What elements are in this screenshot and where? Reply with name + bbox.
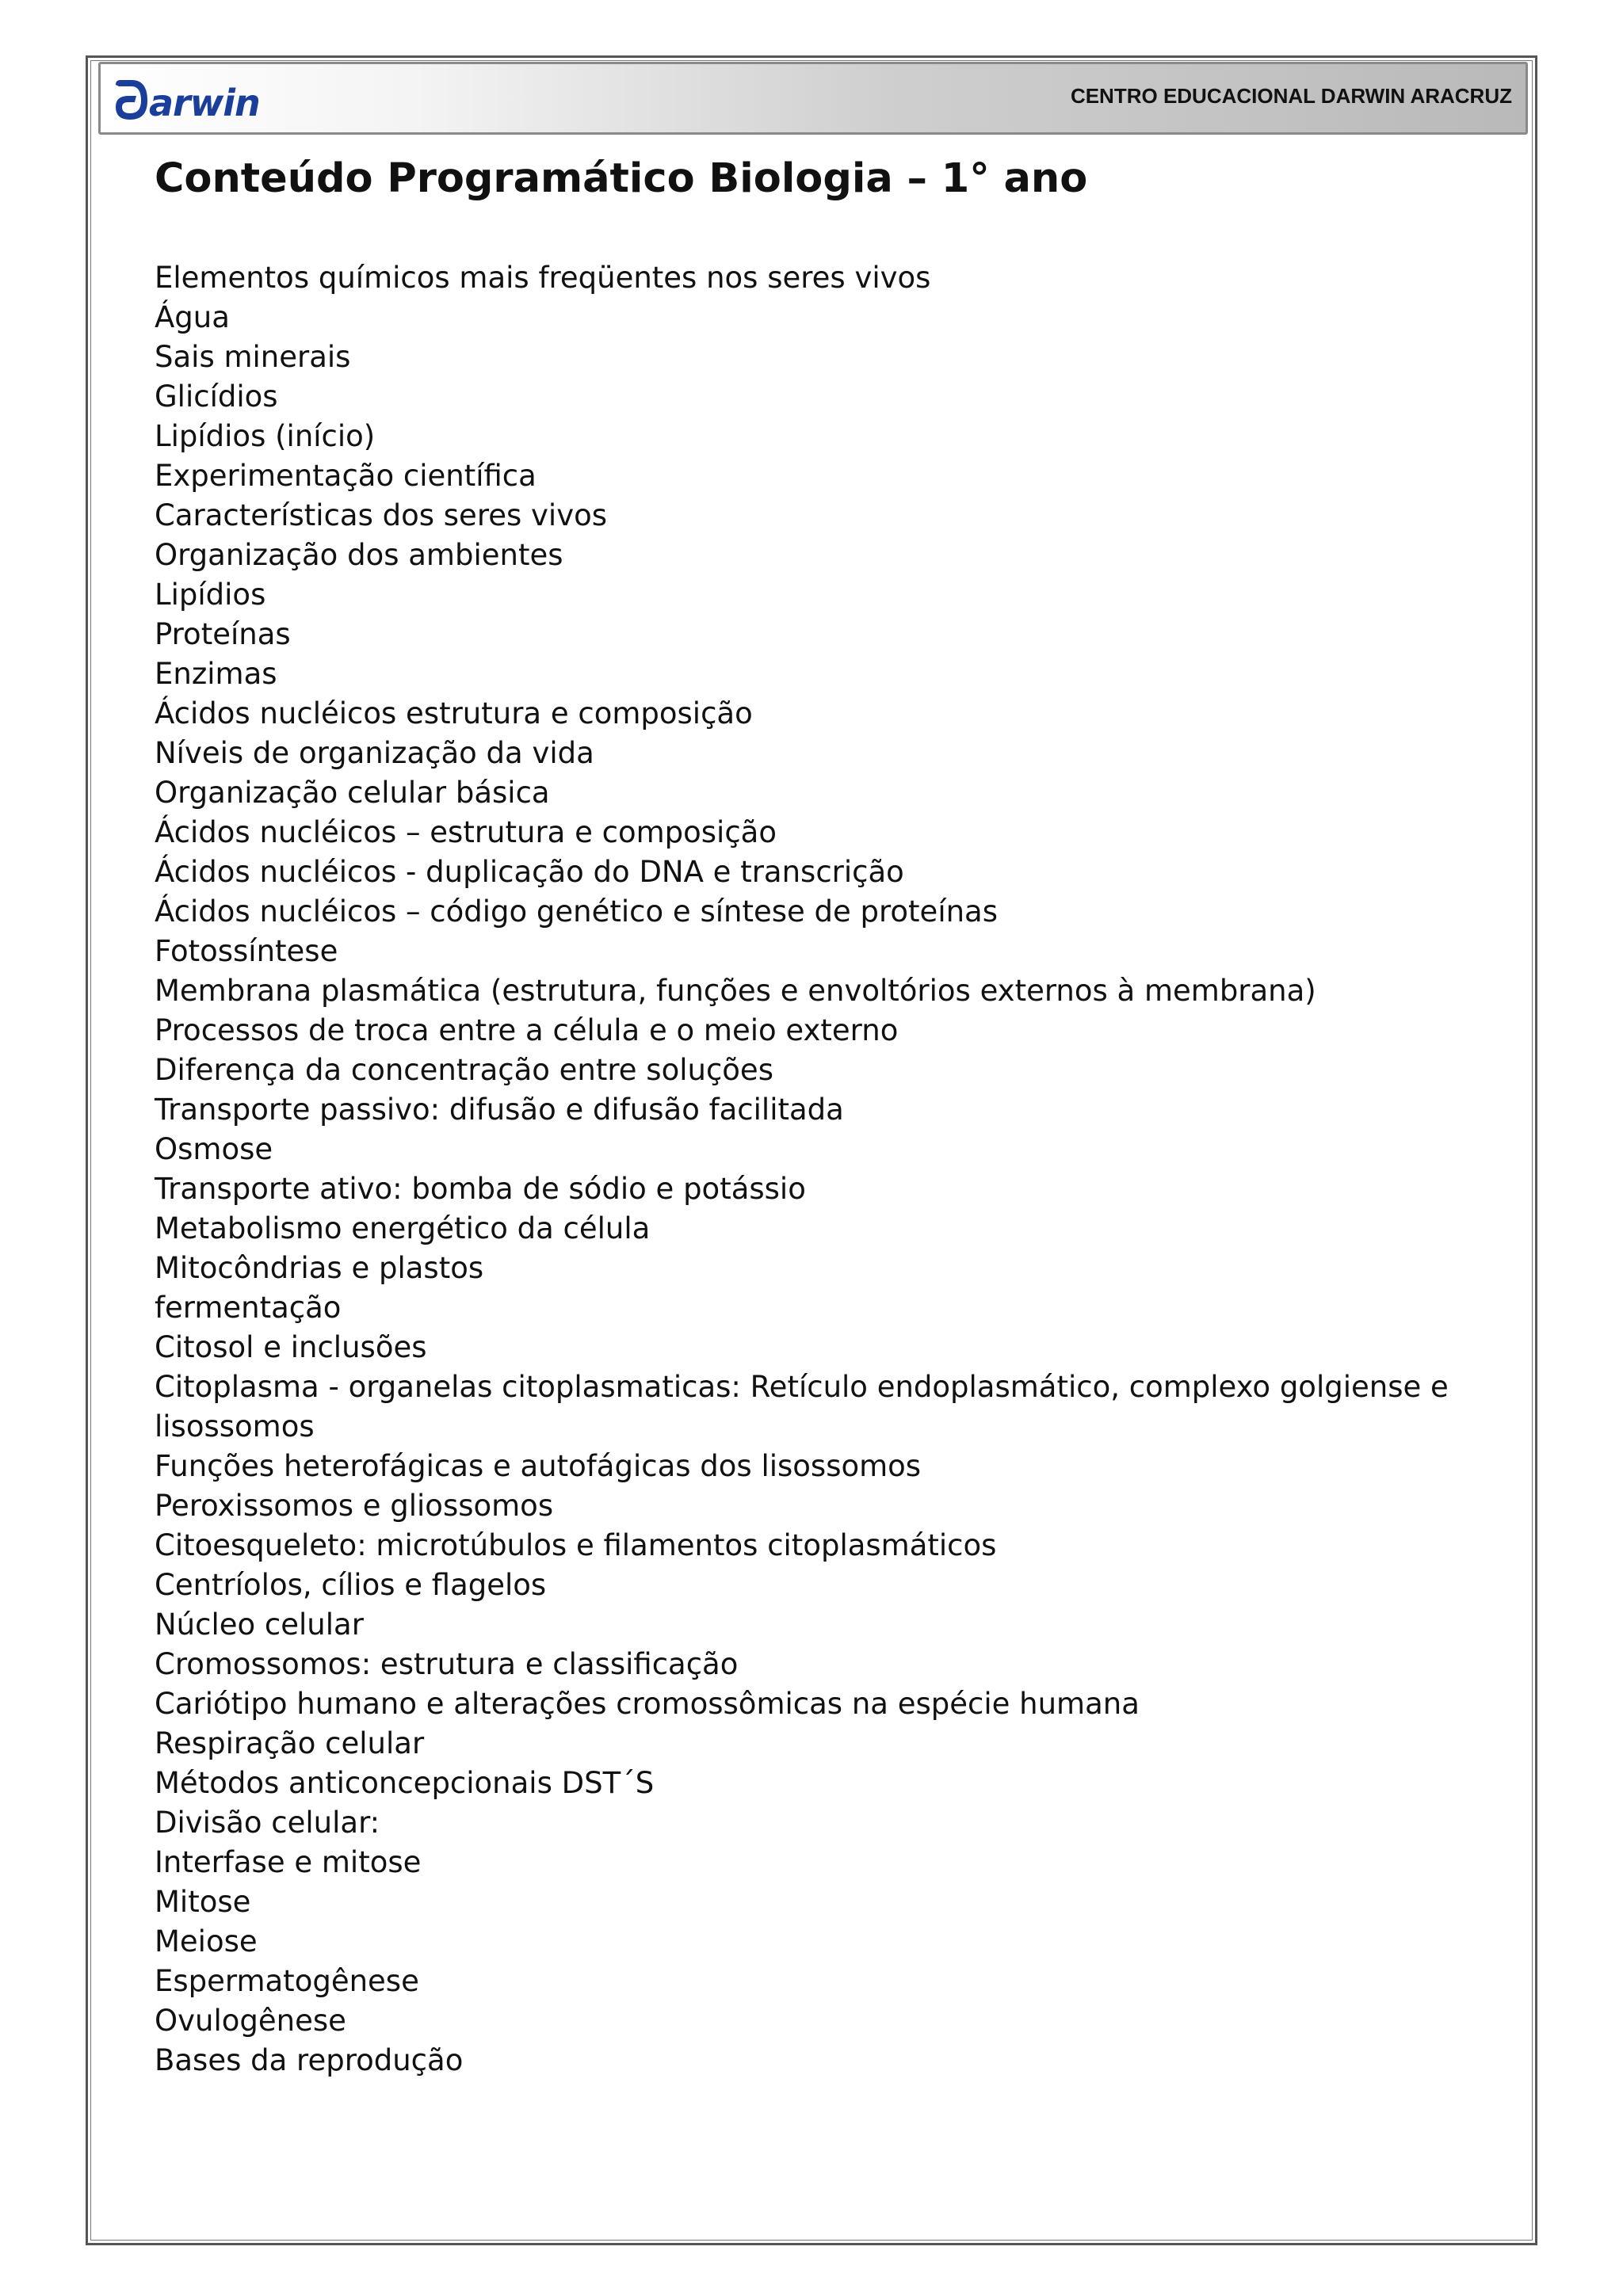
- list-item: Organização dos ambientes: [155, 538, 563, 572]
- list-item: Núcleo celular: [155, 1608, 364, 1642]
- list-item: Processos de troca entre a célula e o meio externo: [155, 1013, 899, 1047]
- list-item: Lipídios: [155, 578, 266, 612]
- list-item: Ovulogênese: [155, 2004, 346, 2038]
- list-item: Mitocôndrias e plastos: [155, 1251, 484, 1285]
- list-item: Citosol e inclusões: [155, 1330, 427, 1364]
- list-item: Metabolismo energético da célula: [155, 1211, 651, 1245]
- list-item: Transporte ativo: bomba de sódio e potássio: [155, 1172, 806, 1206]
- list-item: Características dos seres vivos: [155, 498, 608, 532]
- darwin-logo-icon: [111, 77, 151, 123]
- list-item: Enzimas: [155, 657, 277, 691]
- list-item: Respiração celular: [155, 1726, 425, 1760]
- list-item: Diferença da concentração entre soluções: [155, 1053, 773, 1087]
- list-item: Interfase e mitose: [155, 1845, 422, 1879]
- list-item: Cromossomos: estrutura e classificação: [155, 1647, 739, 1681]
- list-item: Ácidos nucléicos – código genético e síntese de proteínas: [155, 894, 999, 929]
- list-item: Água: [155, 300, 230, 334]
- list-item: Experimentação científica: [155, 459, 537, 493]
- logo-wordmark: arwin: [149, 82, 260, 124]
- list-item: Glicídios: [155, 379, 278, 414]
- list-item: Meiose: [155, 1924, 258, 1958]
- list-item: Ácidos nucléicos estrutura e composição: [155, 696, 753, 730]
- list-item: Fotossíntese: [155, 934, 338, 968]
- list-item: Sais minerais: [155, 340, 351, 374]
- list-item: Ácidos nucléicos – estrutura e composição: [155, 815, 777, 849]
- list-item: Membrana plasmática (estrutura, funções e envoltórios externos à membrana): [155, 974, 1316, 1008]
- darwin-logo: [111, 74, 260, 125]
- list-item: Bases da reprodução: [155, 2043, 464, 2077]
- list-item: Divisão celular:: [155, 1806, 380, 1840]
- list-item: Organização celular básica: [155, 776, 550, 810]
- list-item: Transporte passivo: difusão e difusão facilitada: [155, 1093, 844, 1127]
- list-item: Lipídios (início): [155, 419, 376, 453]
- list-item: Funções heterofágicas e autofágicas dos lisossomos: [155, 1449, 922, 1483]
- list-item: Peroxissomos e gliossomos: [155, 1489, 554, 1523]
- list-item: Cariótipo humano e alterações cromossômicas na espécie humana: [155, 1687, 1140, 1721]
- list-item: Osmose: [155, 1132, 273, 1166]
- list-item: Métodos anticoncepcionais DST´S: [155, 1766, 655, 1800]
- topic-list: [155, 258, 1454, 2081]
- list-item: Citoplasma - organelas citoplasmaticas: Retículo endoplasmático, complexo golgiense e lisossomos: [155, 1370, 1449, 1444]
- list-item: Mitose: [155, 1885, 251, 1919]
- list-item: Elementos químicos mais freqüentes nos seres vivos: [155, 261, 931, 295]
- list-item: fermentação: [155, 1291, 342, 1325]
- document-title: Conteúdo Programático Biologia – 1° ano: [155, 155, 1088, 202]
- list-item: Níveis de organização da vida: [155, 736, 594, 770]
- list-item: Ácidos nucléicos - duplicação do DNA e transcrição: [155, 855, 904, 889]
- list-item: Citoesqueleto: microtúbulos e filamentos citoplasmáticos: [155, 1528, 997, 1562]
- list-item: Centríolos, cílios e flagelos: [155, 1568, 547, 1602]
- list-item: Proteínas: [155, 617, 291, 651]
- list-item: Espermatogênese: [155, 1964, 419, 1998]
- school-name: CENTRO EDUCACIONAL DARWIN ARACRUZ: [1070, 84, 1512, 108]
